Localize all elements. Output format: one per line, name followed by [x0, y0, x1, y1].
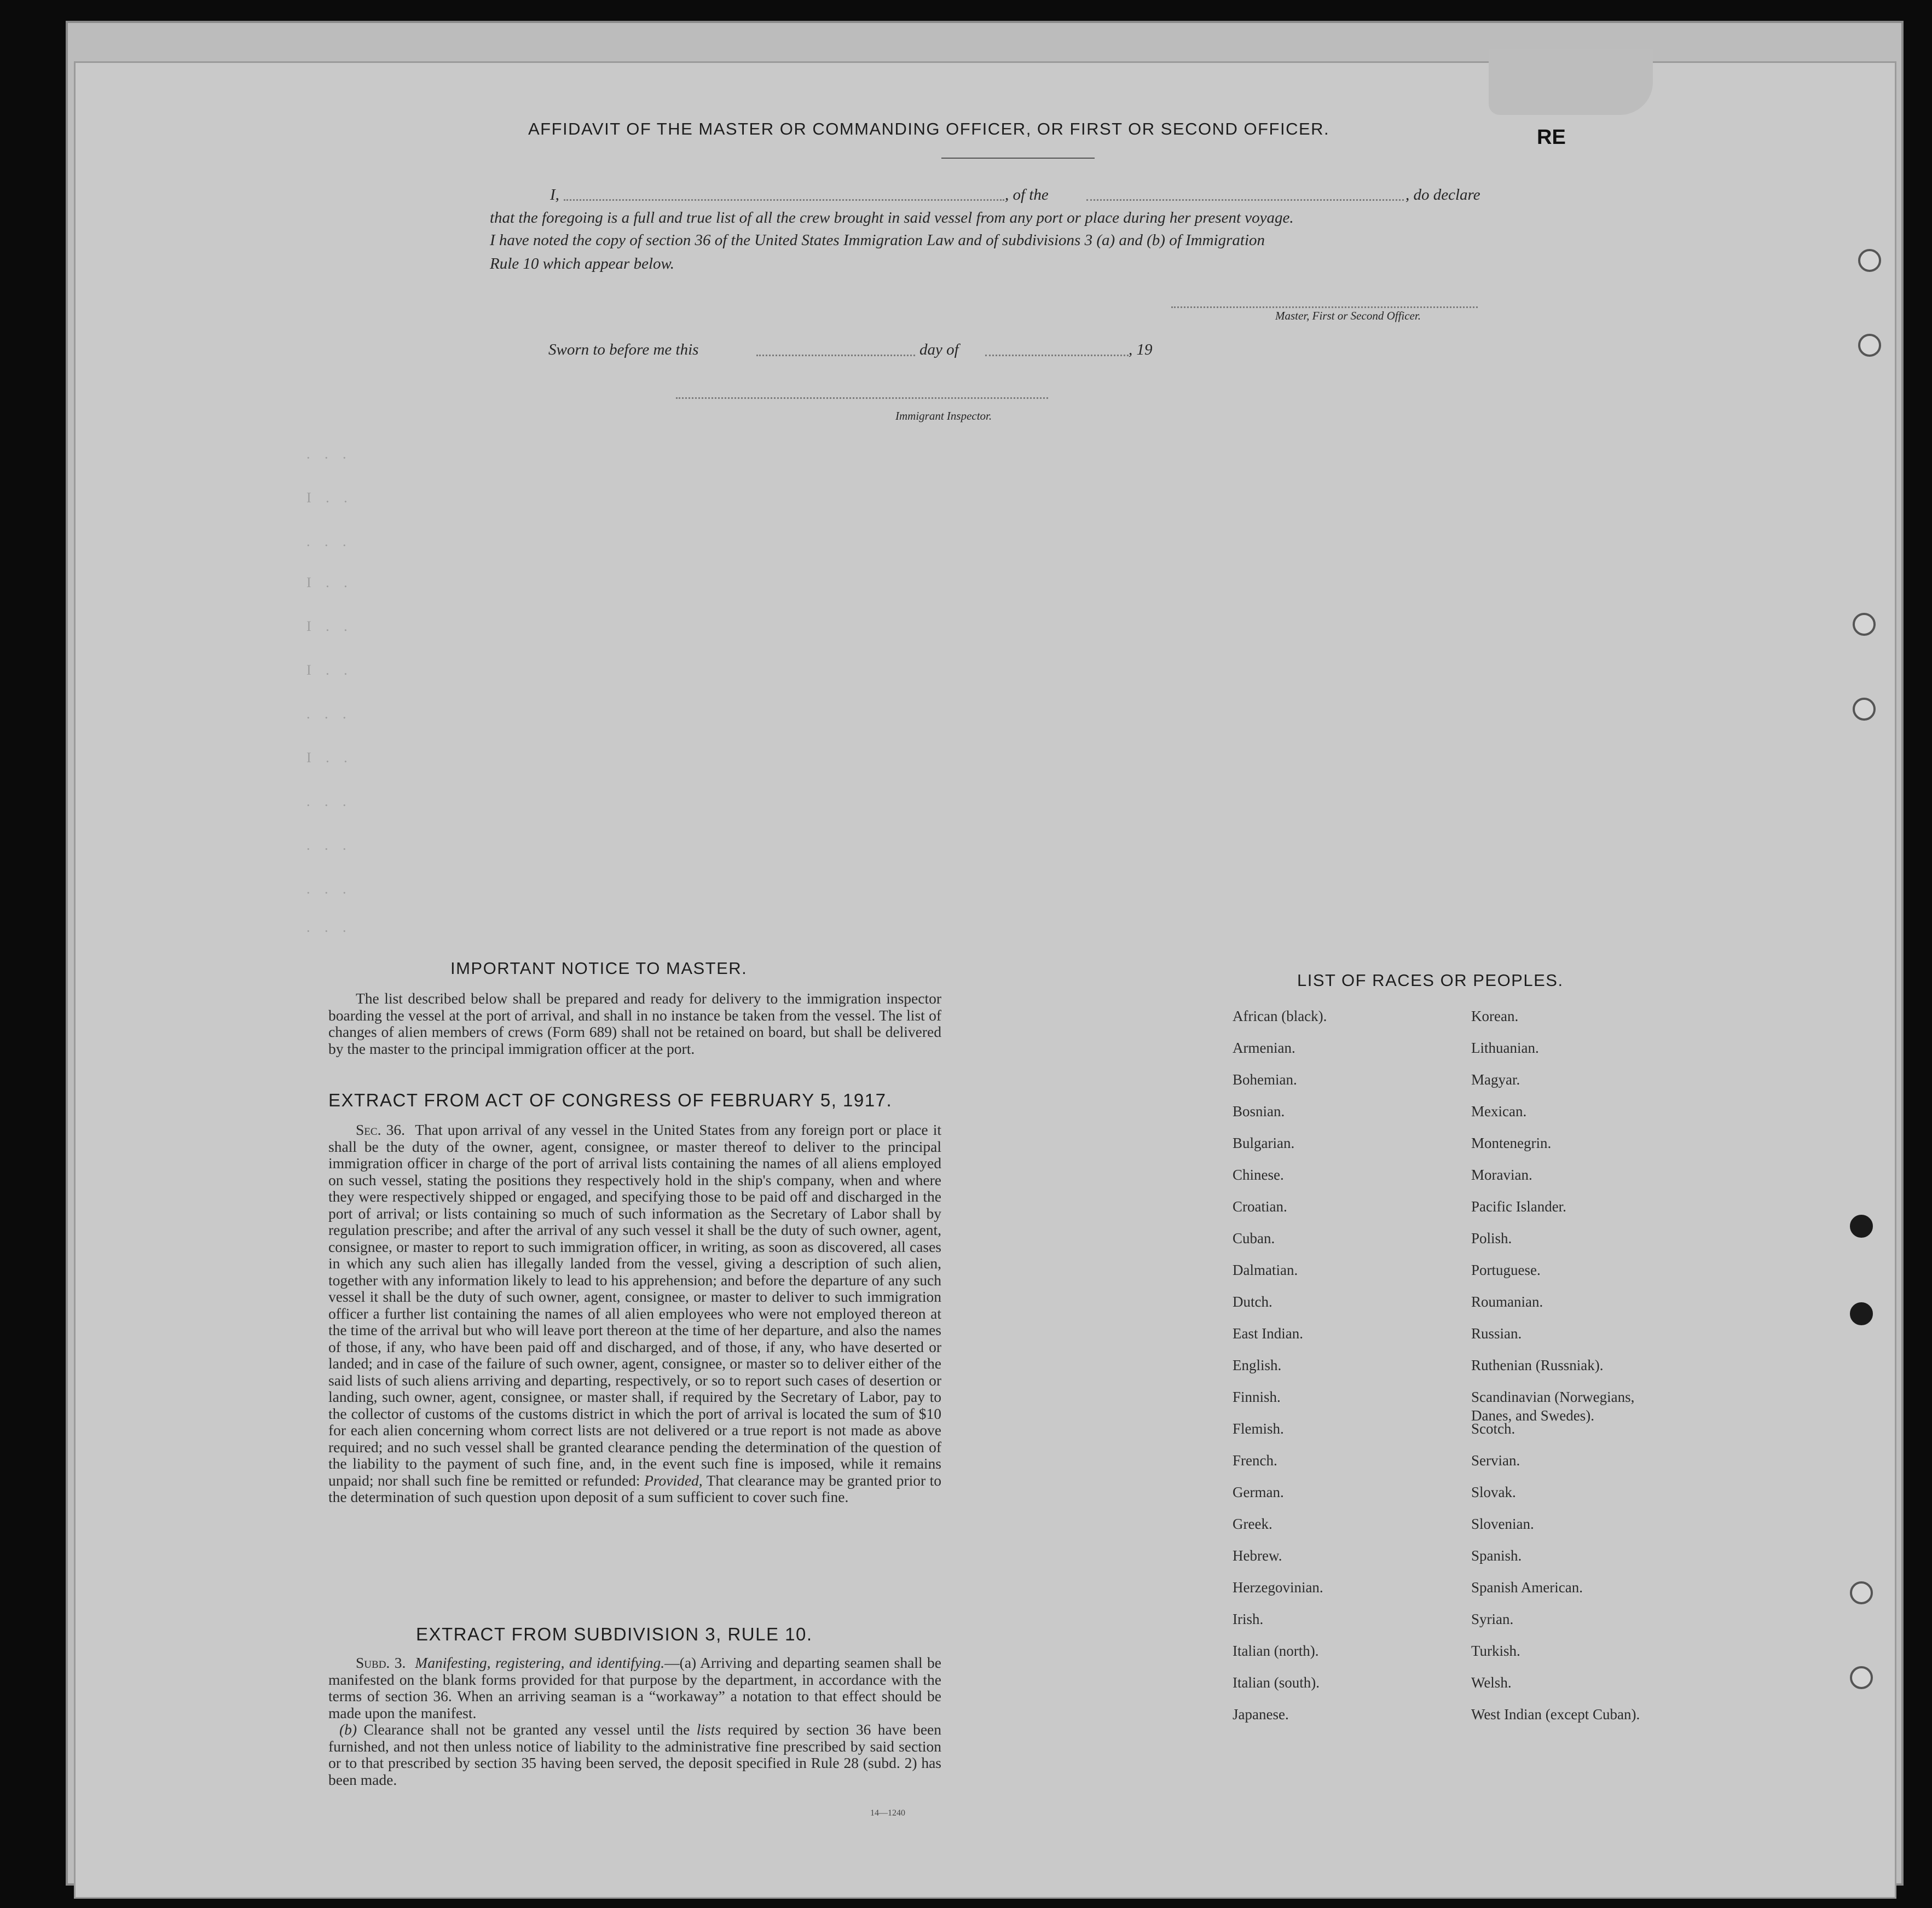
- race-entry: Slovak.: [1471, 1484, 1516, 1500]
- race-entry: Irish.: [1233, 1611, 1264, 1627]
- bleed-through-mark: I . .: [306, 575, 353, 590]
- affidavit-line-1: that the foregoing is a full and true list of all the crew brought in said vessel from any port or place during her present voyage.: [490, 209, 1294, 227]
- race-entry: Pacific Islander.: [1471, 1198, 1566, 1215]
- notice-text: The list described below shall be prepared and ready for delivery to the immigration inspector boarding the vessel at the port of arrival, and shall in no instance be taken from the vessel. The list of changes of alien members of crews (Form 689) shall not be retained on board, but shall be delivered by the master to the principal immigration officer at the port.: [328, 990, 941, 1057]
- vessel-blank[interactable]: [1086, 199, 1404, 201]
- notice-title: IMPORTANT NOTICE TO MASTER.: [450, 959, 748, 978]
- race-entry: Spanish.: [1471, 1547, 1522, 1564]
- torn-corner: [1489, 49, 1653, 115]
- race-entry: Herzegovinian.: [1233, 1579, 1323, 1596]
- act-text: [328, 1122, 941, 1506]
- race-entry: Polish.: [1471, 1230, 1512, 1246]
- binder-hole: [1850, 1215, 1873, 1238]
- bleed-through-mark: I . .: [306, 750, 353, 765]
- title-rule: [941, 158, 1095, 159]
- bleed-through-mark: . . .: [306, 446, 352, 462]
- race-entry: Dalmatian.: [1233, 1262, 1298, 1278]
- bleed-through-mark: . . .: [306, 533, 352, 549]
- race-entry: Japanese.: [1233, 1706, 1289, 1723]
- race-entry: Bohemian.: [1233, 1071, 1297, 1088]
- bleed-through-mark: I . .: [306, 490, 353, 506]
- b-lists: lists: [696, 1721, 721, 1738]
- bleed-through-mark: I . .: [306, 662, 353, 678]
- race-entry: Scotch.: [1471, 1420, 1515, 1437]
- name-blank[interactable]: [564, 199, 1004, 201]
- race-entry: Greek.: [1233, 1516, 1272, 1532]
- affidavit-title: AFFIDAVIT OF THE MASTER OR COMMANDING OFFICER, OR FIRST OR SECOND OFFICER.: [528, 119, 1330, 138]
- bleed-through-mark: . . .: [306, 881, 352, 897]
- b-text-2: required by section 36 have been furnished, and not then unless notice of liability to the administrative fine prescribed by said section or to that prescribed by section 35 having been served, the deposit specified in Rule 28 (subd. 2) has been made.: [328, 1721, 942, 1788]
- race-entry: Magyar.: [1471, 1071, 1520, 1088]
- rule-text: [328, 1655, 941, 1788]
- race-entry: English.: [1233, 1357, 1282, 1373]
- day-blank[interactable]: [756, 355, 915, 356]
- race-entry: Ruthenian (Russniak).: [1471, 1357, 1604, 1373]
- affidavit-line-2: I have noted the copy of section 36 of the United States Immigration Law and of subdivisions 3 (a) and (b) of Immigration: [490, 231, 1265, 249]
- bleed-through-mark: I . .: [306, 618, 353, 634]
- binder-hole: [1858, 334, 1881, 357]
- act-title: EXTRACT FROM ACT OF CONGRESS OF FEBRUARY 5, 1917.: [328, 1090, 893, 1110]
- month-blank[interactable]: [985, 355, 1129, 356]
- race-entry: Italian (south).: [1233, 1674, 1320, 1691]
- race-entry: Bosnian.: [1233, 1103, 1285, 1120]
- race-entry: Mexican.: [1471, 1103, 1527, 1120]
- race-entry: Hebrew.: [1233, 1547, 1282, 1564]
- provided-label: Provided,: [644, 1471, 703, 1489]
- race-entry: Welsh.: [1471, 1674, 1512, 1691]
- race-entry: Spanish American.: [1471, 1579, 1583, 1596]
- subd-italic: Manifesting, registering, and identifying.: [415, 1654, 665, 1671]
- race-entry: West Indian (except Cuban).: [1471, 1706, 1640, 1723]
- act-body-end: That clearance may be granted prior to the determination of such question upon deposit of a sum sufficient to cover such fine.: [328, 1471, 941, 1505]
- subd-a-text: —(a) Arriving and departing seamen shall be manifested on the blank forms provided for that purpose by the department, in accordance with the terms of section 36. When an arriving seaman is a “workaway” a notation to that effect should be made upon the manifest.: [328, 1654, 941, 1721]
- year-label: , 19: [1129, 341, 1153, 358]
- inspector-blank[interactable]: [676, 397, 1048, 399]
- race-entry: Roumanian.: [1471, 1294, 1543, 1310]
- races-right-column: [1471, 1007, 1640, 1737]
- do-declare-label: , do declare: [1405, 186, 1480, 204]
- race-entry: Croatian.: [1233, 1198, 1287, 1215]
- binder-hole: [1853, 698, 1876, 721]
- binder-hole: [1850, 1302, 1873, 1325]
- race-entry: East Indian.: [1233, 1325, 1303, 1342]
- race-entry: Moravian.: [1471, 1167, 1532, 1183]
- race-entry: Dutch.: [1233, 1294, 1272, 1310]
- race-entry: Montenegrin.: [1471, 1135, 1552, 1151]
- race-entry: Lithuanian.: [1471, 1040, 1539, 1056]
- bleed-through-mark: . . .: [306, 837, 352, 853]
- binder-hole: [1850, 1666, 1873, 1689]
- bleed-through-mark: . . .: [306, 919, 352, 935]
- sec-label: Sec. 36.: [356, 1121, 405, 1138]
- race-entry: Flemish.: [1233, 1420, 1284, 1437]
- b-text-1: Clearance shall not be granted any vessel until the: [363, 1721, 690, 1738]
- affidavit-line-3: Rule 10 which appear below.: [490, 255, 674, 272]
- race-entry: Italian (north).: [1233, 1643, 1319, 1659]
- bleed-through-mark: . . .: [306, 793, 352, 809]
- inspector-caption: Immigrant Inspector.: [895, 409, 992, 422]
- binder-hole: [1858, 249, 1881, 272]
- race-entry: Chinese.: [1233, 1167, 1284, 1183]
- bleed-through-mark: . . .: [306, 706, 352, 722]
- race-entry: Turkish.: [1471, 1643, 1520, 1659]
- race-entry: French.: [1233, 1452, 1277, 1469]
- race-entry: Scandinavian (Norwegians, Danes, and Swedes).: [1471, 1389, 1635, 1424]
- signature-blank[interactable]: [1171, 306, 1478, 308]
- race-entry: Armenian.: [1233, 1040, 1295, 1056]
- signature-caption: Master, First or Second Officer.: [1275, 309, 1421, 322]
- race-entry: German.: [1233, 1484, 1284, 1500]
- torn-corner-text: RE: [1537, 126, 1566, 149]
- act-body: That upon arrival of any vessel in the United States from any foreign port or place it shall be the duty of the owner, agent, consignee, or master thereof to deliver to the principal immigration officer in charge of the port of arrival lists containing the names of all aliens employed on such vessel, stating the positions they respectively hold in the ship's company, when and where they were respectively shipped or engaged, and specifying those to be paid off and discharged in the port of arrival; or lists containing so much of such information as the Secretary of Labor shall by regulation prescribe; and after the arrival of any such vessel it shall be the duty of such owner, agent, consignee, or master to report to such immigration officer, in writing, as soon as discovered, all cases in which any such alien has illegally landed from the vessel, giving a description of such alien, together with any information likely to lead to his apprehension; and before the departure of any such vessel it shall be the duty of such owner, agent, consignee, or master to deliver to such immigration officer a further list containing the names of all alien employees who were not employed thereon at the time of the arrival but who will leave port thereon at the time of her departure, and also the names of those, if any, who have been paid off and discharged, and of those, if any, who have deserted or landed; and in case of the failure of such owner, agent, consignee, or master so to deliver either of the said lists of such aliens arriving and departing, respectively, or so to report such cases of desertion or landing, such owner, agent, consignee, or master shall, if required by the Secretary of Labor, pay to the collector of customs of the customs district in which the port of arrival is located the sum of $10 for each alien concerning whom correct lists are not delivered or a true report is not made as above required; and no such vessel shall be granted clearance pending the determination of the question of the liability to the payment of such fine, and, in the event such fine is imposed, while it remains unpaid; nor shall such fine be remitted or refunded:: [328, 1121, 942, 1489]
- i-label: I,: [550, 186, 559, 204]
- race-entry: Slovenian.: [1471, 1516, 1534, 1532]
- sworn-label: Sworn to before me this: [548, 341, 699, 358]
- race-entry: Russian.: [1471, 1325, 1522, 1342]
- subd-label: Subd. 3.: [356, 1654, 406, 1671]
- day-of-label: day of: [919, 341, 959, 358]
- race-entry: African (black).: [1233, 1008, 1327, 1024]
- race-entry: Syrian.: [1471, 1611, 1514, 1627]
- race-entry: Servian.: [1471, 1452, 1520, 1469]
- race-entry: Korean.: [1471, 1008, 1519, 1024]
- race-entry: Cuban.: [1233, 1230, 1275, 1246]
- race-entry: Portuguese.: [1471, 1262, 1541, 1278]
- b-label: (b): [339, 1721, 357, 1738]
- print-code: 14—1240: [870, 1808, 905, 1818]
- race-entry: Bulgarian.: [1233, 1135, 1295, 1151]
- of-the-label: , of the: [1005, 186, 1049, 204]
- binder-hole: [1850, 1581, 1873, 1604]
- race-entry: Finnish.: [1233, 1389, 1281, 1405]
- rule-title: EXTRACT FROM SUBDIVISION 3, RULE 10.: [416, 1624, 813, 1644]
- races-title: LIST OF RACES OR PEOPLES.: [1297, 971, 1564, 990]
- races-left-column: [1233, 1007, 1327, 1737]
- binder-hole: [1853, 613, 1876, 636]
